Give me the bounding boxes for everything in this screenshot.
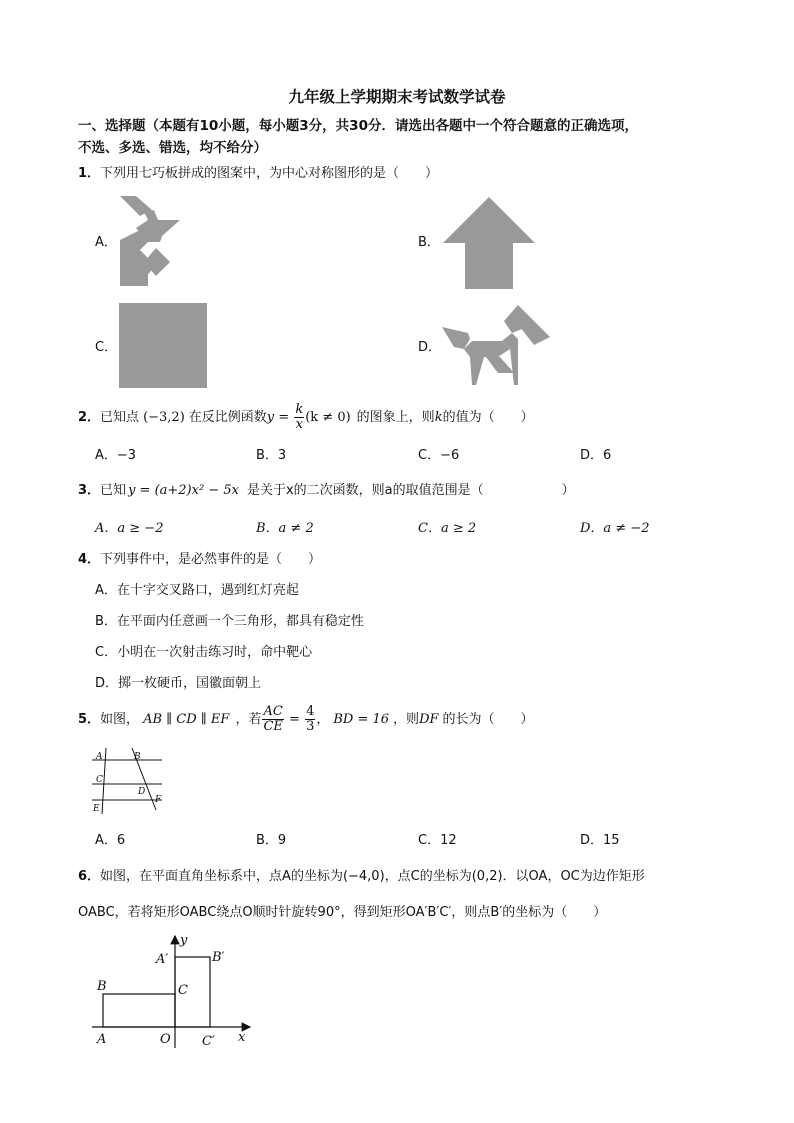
q4-option-d: D．掷一枚硬币，国徽面朝上 bbox=[95, 676, 262, 691]
math-var: y bbox=[266, 410, 275, 425]
section-heading-line1: 一、选择题（本题有10小题，每小题3分，共30分．请选出各题中一个符合题意的正确选项， bbox=[78, 118, 638, 134]
text: 已知 bbox=[100, 483, 127, 498]
text: 的值为（ ） bbox=[442, 410, 534, 425]
text: 已知点 bbox=[100, 410, 140, 425]
point-label-b-prime: B′ bbox=[212, 950, 225, 965]
fig-label-a: A bbox=[96, 752, 103, 762]
q5-option-a: A．6 bbox=[95, 833, 126, 848]
question-2 bbox=[78, 400, 534, 436]
q5-option-c: C．12 bbox=[418, 833, 457, 848]
question-stem: 下列事件中，是必然事件的是（ ） bbox=[100, 552, 322, 567]
fraction-denominator: CE bbox=[263, 719, 283, 734]
dog-tangram-figure bbox=[442, 305, 552, 387]
question-1 bbox=[78, 167, 438, 180]
text: 的图象上，则 bbox=[356, 410, 435, 425]
question-6-line1 bbox=[78, 870, 645, 883]
q2-option-c: C．−6 bbox=[418, 448, 460, 463]
q3-option-a: A．a ≥ −2 bbox=[95, 521, 164, 536]
math-var: DF bbox=[419, 712, 439, 727]
question-number: 6． bbox=[78, 869, 101, 884]
question-3 bbox=[78, 484, 575, 497]
fig-label-e: E bbox=[93, 804, 100, 814]
math-eq: = bbox=[284, 712, 305, 727]
math-var: k bbox=[434, 410, 443, 425]
q1-option-a-label: A． bbox=[95, 235, 117, 250]
fig-label-d: D bbox=[138, 787, 146, 797]
arrow-house-tangram-figure bbox=[443, 197, 535, 289]
axis-label-x: x bbox=[238, 1030, 246, 1045]
math-parallel: AB ∥ CD ∥ EF bbox=[143, 712, 230, 727]
rabbit-tangram-figure bbox=[118, 196, 180, 288]
q4-option-b: B．在平面内任意画一个三角形，都具有稳定性 bbox=[95, 614, 364, 629]
question-4 bbox=[78, 553, 321, 566]
point-label-a: A bbox=[97, 1032, 107, 1047]
point-label-a-prime: A′ bbox=[156, 952, 169, 967]
page-title: 九年级上学期期末考试数学试卷 bbox=[288, 88, 506, 106]
text: 是关于x的二次函数，则a的取值范围是（ ） bbox=[246, 483, 575, 498]
fig-label-c: C bbox=[96, 775, 103, 785]
question-6-line2: OABC，若将矩形OABC绕点O顺时针旋转90°，得到矩形OA′B′C′，则点B′的坐标为（ ） bbox=[78, 905, 607, 920]
math-expression: y = (a+2)x² − 5x bbox=[128, 483, 239, 498]
fig-label-b: B bbox=[134, 752, 141, 762]
point-label-c-prime: C′ bbox=[202, 1034, 215, 1049]
q2-option-a: A．−3 bbox=[95, 448, 137, 463]
fraction-denominator: 3 bbox=[306, 719, 315, 734]
point-label-c: C bbox=[178, 983, 188, 998]
q4-option-c: C．小明在一次射击练习时，命中靶心 bbox=[95, 645, 313, 660]
point-label-o: O bbox=[160, 1032, 171, 1047]
question-number: 2． bbox=[78, 410, 101, 425]
fraction-numerator: AC bbox=[263, 704, 283, 720]
math-fraction bbox=[305, 705, 315, 733]
point-label-b: B bbox=[97, 979, 107, 994]
text: ，则 bbox=[393, 712, 420, 727]
q3-option-d: D．a ≠ −2 bbox=[580, 521, 650, 536]
text: 在反比例函数 bbox=[188, 410, 267, 425]
fraction-numerator: k bbox=[295, 402, 304, 418]
q5-option-b: B．9 bbox=[256, 833, 287, 848]
math-fraction bbox=[262, 705, 283, 733]
fig-label-f: F bbox=[155, 795, 162, 805]
text: ，若 bbox=[235, 712, 262, 727]
q2-option-d: D．6 bbox=[580, 448, 612, 463]
q1-option-b-label: B． bbox=[418, 235, 440, 250]
q1-option-c-label: C． bbox=[95, 340, 118, 355]
text: 的长为（ ） bbox=[442, 712, 534, 727]
text: ， bbox=[316, 712, 330, 727]
question-number: 5． bbox=[78, 712, 101, 727]
fraction-numerator: 4 bbox=[306, 704, 315, 720]
q3-option-c: C．a ≥ 2 bbox=[418, 521, 477, 536]
coordinate-rectangle-figure bbox=[92, 932, 262, 1050]
question-number: 1． bbox=[78, 166, 101, 181]
section-heading-line2: 不选、多选、错选，均不给分） bbox=[78, 140, 267, 156]
math-point: (−3,2) bbox=[143, 410, 185, 425]
question-number: 3． bbox=[78, 483, 101, 498]
question-stem: 如图，在平面直角坐标系中，点A的坐标为(−4,0)，点C的坐标为(0,2)．以OA，OC为边作矩形 bbox=[100, 869, 645, 884]
math-eq: = bbox=[274, 410, 294, 425]
question-stem: 下列用七巧板拼成的图案中，为中心对称图形的是（ ） bbox=[100, 166, 439, 181]
q4-option-a: A．在十字交叉路口，遇到红灯亮起 bbox=[95, 583, 299, 598]
q5-option-d: D．15 bbox=[580, 833, 620, 848]
square-tangram-figure bbox=[119, 303, 207, 388]
math-fraction bbox=[294, 403, 304, 431]
q3-option-b: B．a ≠ 2 bbox=[256, 521, 314, 536]
fraction-denominator: x bbox=[295, 417, 303, 432]
text: 如图， bbox=[100, 712, 140, 727]
question-number: 4． bbox=[78, 552, 101, 567]
math-condition: (k ≠ 0) bbox=[305, 410, 351, 425]
q2-option-b: B．3 bbox=[256, 448, 287, 463]
question-5 bbox=[78, 700, 534, 740]
math-bd: BD = 16 bbox=[333, 712, 390, 727]
parallel-lines-figure bbox=[92, 748, 172, 818]
axis-label-y: y bbox=[180, 933, 188, 948]
q1-option-d-label: D． bbox=[418, 340, 442, 355]
